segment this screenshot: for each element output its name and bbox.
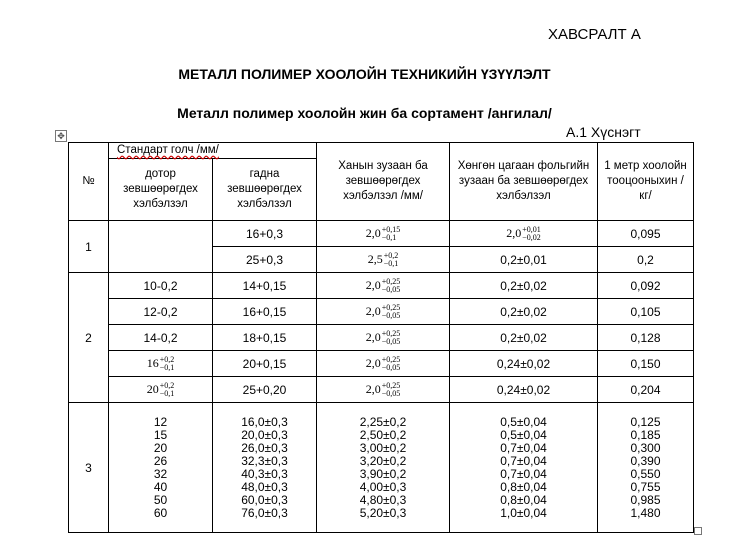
foil-cell: 0,2±0,02 (450, 273, 598, 299)
weight-cell: 0,092 (598, 273, 694, 299)
table-row (69, 403, 694, 533)
weight-list (598, 416, 693, 520)
list-value: 12 (153, 414, 168, 429)
outer-cell: 16+0,3 (213, 221, 317, 247)
list-value: 0,125 (630, 414, 661, 429)
weight-cell: 0,105 (598, 299, 694, 325)
list-value: 2,50±0,2 (359, 427, 407, 442)
list-value: 0,5±0,04 (500, 414, 547, 429)
list-value: 0,185 (630, 427, 661, 442)
list-value: 3,00±0,2 (359, 440, 407, 455)
group-number: 3 (69, 403, 109, 533)
weight-cell: 0,204 (598, 377, 694, 403)
inner-cell: 12-0,2 (109, 299, 213, 325)
list-value: 1,0±0,04 (500, 505, 547, 520)
outer-list (213, 416, 316, 520)
table-row (69, 221, 694, 247)
group-number: 2 (69, 273, 109, 403)
list-value: 5,20±0,3 (359, 505, 407, 520)
list-value: 40,3±0,3 (241, 466, 288, 481)
inner-list-cell (109, 403, 213, 533)
wall-cell: 2,0 +0,25 −0,05 (317, 299, 450, 325)
group-number: 1 (69, 221, 109, 273)
wall-list-cell (317, 403, 450, 533)
foil-cell: 0,24±0,02 (450, 377, 598, 403)
header-no: № (69, 143, 109, 221)
list-value: 0,8±0,04 (500, 492, 547, 507)
table-row (69, 273, 694, 299)
list-value: 4,00±0,3 (359, 479, 407, 494)
list-value: 0,7±0,04 (500, 466, 547, 481)
list-value: 15 (153, 427, 168, 442)
outer-cell: 18+0,15 (213, 325, 317, 351)
wall-list (317, 416, 449, 520)
list-value: 3,90±0,2 (359, 466, 407, 481)
list-value: 40 (153, 479, 168, 494)
table-number: А.1 Хүснэгт (566, 124, 641, 140)
list-value: 0,390 (630, 453, 661, 468)
weight-cell: 0,150 (598, 351, 694, 377)
list-value: 16,0±0,3 (241, 414, 288, 429)
wall-cell: 2,0 +0,15 −0,1 (317, 221, 450, 247)
inner-cell: 20 +0,2 −0,1 (109, 377, 213, 403)
weight-list-cell (598, 403, 694, 533)
outer-cell: 25+0,3 (213, 247, 317, 273)
inner-cell: 10-0,2 (109, 273, 213, 299)
outer-cell: 20+0,15 (213, 351, 317, 377)
list-value: 20,0±0,3 (241, 427, 288, 442)
header-outer-tolerance: гадна зевшөөрөгдех хэлбэлзэл (213, 159, 317, 221)
inner-list (109, 416, 212, 520)
move-icon[interactable]: ✥ (55, 130, 67, 142)
foil-cell: 0,2±0,01 (450, 247, 598, 273)
header-weight: 1 метр хоолойн тооцооныхин /кг/ (598, 143, 694, 221)
list-value: 60 (153, 505, 168, 520)
outer-list-cell (213, 403, 317, 533)
header-inner-tolerance: дотор зевшөөрөгдех хэлбэлзэл (109, 159, 213, 221)
list-value: 3,20±0,2 (359, 453, 407, 468)
list-value: 76,0±0,3 (241, 505, 288, 520)
list-value: 2,25±0,2 (359, 414, 407, 429)
inner-cell: 16 +0,2 −0,1 (109, 351, 213, 377)
wall-cell: 2,0 +0,25 −0,05 (317, 273, 450, 299)
table-row (69, 377, 694, 403)
list-value: 32 (153, 466, 168, 481)
foil-cell: 0,24±0,02 (450, 351, 598, 377)
inner-cell (109, 221, 213, 273)
list-value: 0,755 (630, 479, 661, 494)
list-value: 32,3±0,3 (241, 453, 288, 468)
outer-cell: 16+0,15 (213, 299, 317, 325)
list-value: 60,0±0,3 (241, 492, 288, 507)
spec-table (68, 142, 694, 533)
foil-list-cell (450, 403, 598, 533)
appendix-label: ХАВСРАЛТ А (548, 26, 641, 43)
header-foil-thickness: Хөнгөн цагаан фольгийн зузаан ба зевшөөрөгдех хэлбэлзэл (450, 143, 598, 221)
wall-cell: 2,0 +0,25 −0,05 (317, 351, 450, 377)
list-value: 0,7±0,04 (500, 453, 547, 468)
table-row (69, 351, 694, 377)
list-value: 0,7±0,04 (500, 440, 547, 455)
list-value: 1,480 (630, 505, 661, 520)
foil-cell: 2,0 +0,01 −0,02 (450, 221, 598, 247)
list-value: 20 (153, 440, 168, 455)
list-value: 0,5±0,04 (500, 427, 547, 442)
foil-cell: 0,2±0,02 (450, 299, 598, 325)
table-subtitle: Металл полимер хоолойн жин ба сортамент /ангилал/ (177, 105, 552, 121)
list-value: 0,8±0,04 (500, 479, 547, 494)
inner-cell: 14-0,2 (109, 325, 213, 351)
list-value: 50 (153, 492, 168, 507)
resize-handle[interactable] (694, 527, 702, 535)
header-standard-diameter: Стандарт голч /мм/ (109, 143, 317, 159)
table-row (69, 325, 694, 351)
list-value: 0,985 (630, 492, 661, 507)
document-title: МЕТАЛЛ ПОЛИМЕР ХООЛОЙН ТЕХНИКИЙН ҮЗҮҮЛЭЛТ (178, 66, 551, 82)
wall-cell: 2,0 +0,25 −0,05 (317, 377, 450, 403)
list-value: 26,0±0,3 (241, 440, 288, 455)
outer-cell: 25+0,20 (213, 377, 317, 403)
list-value: 26 (153, 453, 168, 468)
foil-cell: 0,2±0,02 (450, 325, 598, 351)
table-row (69, 299, 694, 325)
list-value: 0,300 (630, 440, 661, 455)
wall-cell: 2,5 +0,2 −0,1 (317, 247, 450, 273)
list-value: 4,80±0,3 (359, 492, 407, 507)
list-value: 48,0±0,3 (241, 479, 288, 494)
foil-list (450, 416, 597, 520)
header-wall-thickness: Ханын зузаан ба зевшөөрөгдех хэлбэлзэл /мм/ (317, 143, 450, 221)
weight-cell: 0,095 (598, 221, 694, 247)
weight-cell: 0,2 (598, 247, 694, 273)
list-value: 0,550 (630, 466, 661, 481)
outer-cell: 14+0,15 (213, 273, 317, 299)
weight-cell: 0,128 (598, 325, 694, 351)
wall-cell: 2,0 +0,25 −0,05 (317, 325, 450, 351)
